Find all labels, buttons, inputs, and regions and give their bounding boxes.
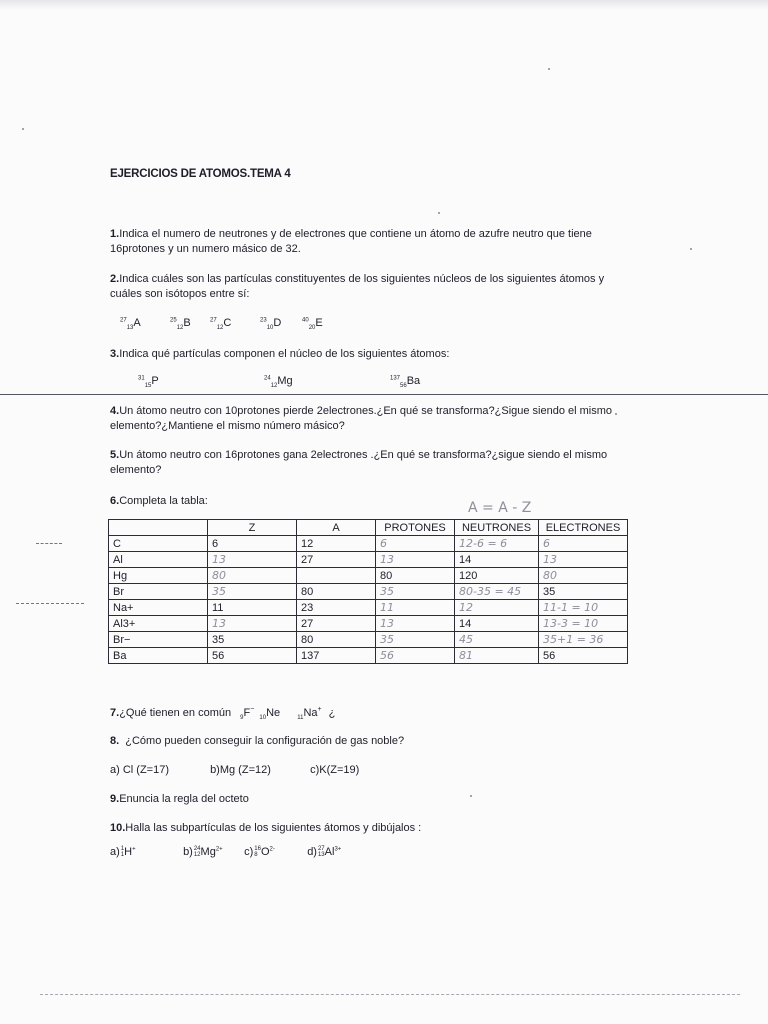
table-cell-a: 137 (297, 648, 376, 664)
isotope-symbol: $^{23}_{10}$D (260, 317, 282, 332)
element-cell: C (109, 536, 208, 552)
table-cell-e: 80 (539, 568, 628, 584)
table-cell-z: 13 (208, 616, 297, 632)
table-cell-n: 14 (455, 616, 539, 632)
item-d: d) 27 13 $Al^{3+}$ (307, 846, 342, 859)
question-text: Enuncia la regla del octeto (119, 793, 249, 805)
margin-mark (16, 603, 84, 604)
table-cell-e: 35+1 = 36 (539, 632, 628, 648)
element-cell: Br (109, 584, 208, 600)
question-10 (110, 822, 421, 834)
table-cell-z: 35 (208, 584, 297, 600)
question-number: 5. (110, 449, 120, 461)
question-8-options (110, 764, 359, 776)
option-c: c)K(Z=19) (310, 764, 360, 776)
question-9 (110, 793, 249, 805)
isotope-symbol: $^{25}_{12}$B (170, 317, 191, 332)
question-text: Indica el numero de neutrones y de electrones que contiene un átomo de azufre neutro que tiene 16protones y un numero másico de 32. (110, 228, 592, 255)
atom-ne: $_{10}$Ne (259, 706, 281, 721)
table-cell-a: 80 (297, 584, 376, 600)
question-number: 6. (110, 495, 120, 507)
table-cell-p: 11 (376, 600, 455, 616)
question-8 (110, 735, 404, 747)
table-cell-n: 80-35 = 45 (455, 584, 539, 600)
question-5 (110, 448, 630, 478)
scan-speck (690, 248, 692, 250)
scan-speck (548, 68, 550, 70)
question-text: ¿Cómo pueden conseguir la configuración de gas noble? (125, 735, 405, 747)
table-cell-e: 13-3 = 10 (539, 616, 628, 632)
table-row (109, 552, 628, 568)
table-cell-p: 80 (376, 568, 455, 584)
margin-mark (36, 543, 62, 544)
table-cell-e: 6 (539, 536, 628, 552)
table-row (109, 536, 628, 552)
element-cell: Al3+ (109, 616, 208, 632)
table-cell-n: 81 (455, 648, 539, 664)
bottom-dashed-line (40, 994, 740, 995)
element-cell: Hg (109, 568, 208, 584)
table-cell-z: 6 (208, 536, 297, 552)
table-row (109, 600, 628, 616)
table-cell-z: 35 (208, 632, 297, 648)
question-text: Un átomo neutro con 10protones pierde 2electrones.¿En qué se transforma?¿Sigue siendo el mismo elemento?¿Mantiene el mismo número másico? (110, 405, 613, 432)
table-cell-a: 80 (297, 632, 376, 648)
atom-symbol: $^{137}_{56}$Ba (390, 375, 421, 390)
table-header: NEUTRONES (455, 520, 539, 536)
atom-symbol: $^{24}_{12}$Mg (264, 375, 293, 390)
table-row (109, 616, 628, 632)
table-cell-p: 13 (376, 616, 455, 632)
table-cell-n: 12-6 = 6 (455, 536, 539, 552)
table-cell-p: 13 (376, 552, 455, 568)
table-cell-p: 6 (376, 536, 455, 552)
table-cell-a: 27 (297, 616, 376, 632)
question-text: ¿Qué tienen en común (119, 706, 232, 719)
question-7 (110, 706, 335, 721)
question-number: 2. (110, 273, 120, 285)
table-header: PROTONES (376, 520, 455, 536)
scan-speck (22, 128, 24, 130)
question-number: 1. (110, 228, 120, 240)
table-header (109, 520, 208, 536)
table-cell-e: 11-1 = 10 (539, 600, 628, 616)
fold-line (0, 394, 768, 395)
atom-symbol: $^{31}_{15}$P (138, 375, 159, 390)
question-1 (110, 227, 630, 257)
element-cell: Na+ (109, 600, 208, 616)
question-2 (110, 272, 630, 302)
question-text: Halla las subpartículas de los siguientes átomos y dibújalos : (125, 822, 422, 834)
table-cell-p: 56 (376, 648, 455, 664)
table-cell-e: 56 (539, 648, 628, 664)
table-cell-a: 23 (297, 600, 376, 616)
question-number: 4. (110, 405, 120, 417)
scan-shadow (0, 0, 768, 10)
page-title: EJERCICIOS DE ATOMOS.TEMA 4 (110, 168, 291, 180)
table-row (109, 568, 628, 584)
question-3 (110, 347, 630, 362)
table-header: A (297, 520, 376, 536)
option-a: a) Cl (Z=17) (110, 764, 169, 776)
question-end-mark: ¿ (328, 706, 336, 719)
scan-speck (470, 795, 472, 797)
option-b: b)Mg (Z=12) (210, 764, 271, 776)
question-number: 7. (110, 706, 120, 719)
table-cell-p: 35 (376, 632, 455, 648)
scan-speck (438, 212, 440, 214)
question-text: Indica cuáles son las partículas constituyentes de los siguientes núcleos de los siguientes átomos y cuáles son isótopos entre sí: (110, 273, 605, 300)
item-b: b) 24 12 $Mg^{2+}$ (183, 846, 223, 859)
table-row (109, 632, 628, 648)
item-a: a) 1 1 H+ (110, 846, 136, 859)
table-header: Z (208, 520, 297, 536)
isotope-symbol: $^{27}_{13}$A (120, 317, 141, 332)
question-text: Completa la tabla: (119, 495, 208, 507)
table-cell-z: 11 (208, 600, 297, 616)
item-c: c) 16 8 $O^{2-}$ (244, 846, 275, 859)
handwritten-formula: A = A - Z (468, 500, 532, 516)
question-number: 9. (110, 793, 120, 805)
table-cell-n: 45 (455, 632, 539, 648)
table-header: ELECTRONES (539, 520, 628, 536)
atoms-table (108, 519, 628, 664)
table-cell-n: 12 (455, 600, 539, 616)
table-cell-n: 14 (455, 552, 539, 568)
table-row (109, 648, 628, 664)
table-cell-a (297, 568, 376, 584)
table-cell-z: 56 (208, 648, 297, 664)
question-6 (110, 494, 630, 509)
element-cell: Al (109, 552, 208, 568)
table-header-row (109, 520, 628, 536)
question-number: 10. (110, 822, 126, 834)
table-cell-a: 27 (297, 552, 376, 568)
question-10-items (110, 846, 341, 858)
isotope-symbol: $^{40}_{20}$E (302, 317, 323, 332)
table-row (109, 584, 628, 600)
table-cell-a: 12 (297, 536, 376, 552)
question-text: Indica qué partículas componen el núcleo de los siguientes átomos: (119, 348, 450, 360)
element-cell: Br− (109, 632, 208, 648)
ion-f: $_9$F− (240, 706, 255, 721)
table-cell-e: 13 (539, 552, 628, 568)
question-number: 8. (110, 735, 120, 747)
table-cell-z: 80 (208, 568, 297, 584)
question-number: 3. (110, 348, 120, 360)
element-cell: Ba (109, 648, 208, 664)
ion-na: $_{11}$Na+ (297, 706, 322, 721)
table-cell-p: 35 (376, 584, 455, 600)
table-cell-n: 120 (455, 568, 539, 584)
table-cell-e: 35 (539, 584, 628, 600)
question-text: Un átomo neutro con 16protones gana 2electrones .¿En qué se transforma?¿sigue siendo el mismo elemento? (110, 449, 608, 476)
question-4 (110, 404, 630, 434)
isotope-symbol: $^{27}_{12}$C (210, 317, 232, 332)
table-cell-z: 13 (208, 552, 297, 568)
